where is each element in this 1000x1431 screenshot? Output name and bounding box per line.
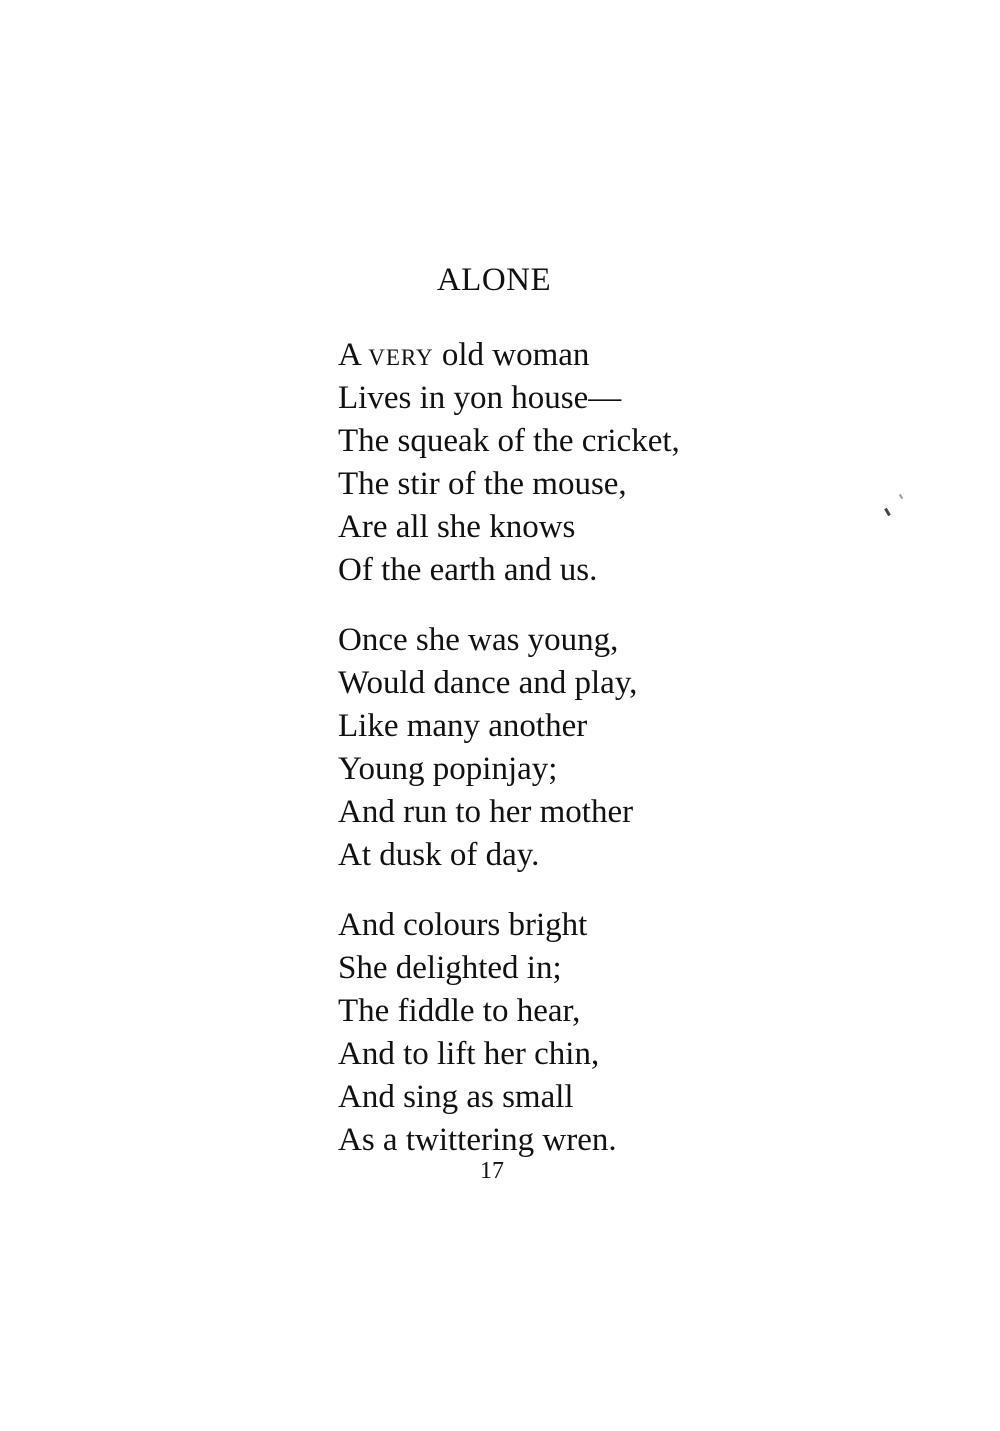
poem-line: And colours bright [338, 907, 588, 943]
poem-line: The stir of the mouse, [338, 466, 627, 502]
poem-line: Like many another [338, 708, 588, 744]
page-number: 17 [480, 1158, 504, 1184]
poem-line: She delighted in; [338, 950, 562, 986]
stanza-1 [338, 334, 898, 592]
poem-line: Are all she knows [338, 509, 576, 545]
poem-line: And run to her mother [338, 794, 634, 830]
poem-line: Young popinjay; [338, 751, 558, 787]
poem-line: Lives in yon house— [338, 380, 622, 416]
line-smallcaps-word: very [368, 337, 434, 373]
poem-line: At dusk of day. [338, 837, 540, 873]
scan-speck [899, 494, 903, 499]
stanza-2 [338, 619, 898, 877]
poem-line: The squeak of the cricket, [338, 423, 680, 459]
poem-line: Of the earth and us. [338, 552, 598, 588]
poem-line [338, 334, 898, 377]
line-suffix: old woman [433, 337, 590, 373]
poem-line: And to lift her chin, [338, 1036, 600, 1072]
poem-title: ALONE [436, 262, 552, 298]
poem-line: Would dance and play, [338, 665, 638, 701]
poem-body [338, 334, 898, 1189]
poem-line: Once she was young, [338, 622, 619, 658]
stanza-3 [338, 904, 898, 1162]
poem-line: The fiddle to hear, [338, 993, 581, 1029]
line-prefix: A [338, 337, 369, 373]
poem-line: And sing as small [338, 1079, 574, 1115]
poem-line: As a twittering wren. [338, 1122, 617, 1158]
